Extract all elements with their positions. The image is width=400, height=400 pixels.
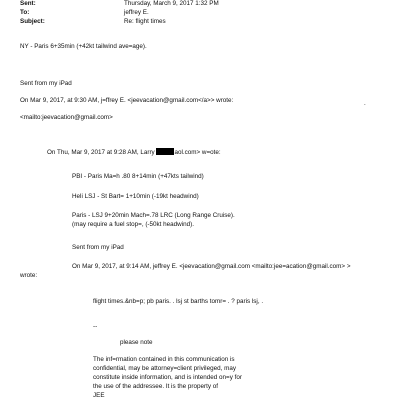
stray-dot: . — [364, 100, 366, 107]
redaction-box — [156, 148, 174, 155]
disclaimer-line-5: JEE — [93, 392, 105, 399]
fuel-stop-line: (may require a fuel stop=, (-50kt headwind). — [72, 221, 194, 228]
paris-lsj-line: Paris - LSJ 9+20min Mach=.78 LRC (Long Range Cruise). — [72, 212, 235, 219]
sent-from-ipad: Sent from my iPad — [20, 80, 72, 87]
wrote-line: wrote: — [20, 272, 38, 279]
quoted-header-larry — [47, 148, 221, 157]
pbi-paris-line: PBI - Paris Ma=h .80 8+14min (+47kts tailwind) — [72, 173, 204, 180]
sent-label: Sent: — [20, 0, 36, 7]
sent-from-ipad-2: Sent from my iPad — [72, 244, 124, 251]
please-note: please note — [120, 339, 153, 346]
quoted-header-larry-end: aol.com> w=ote: — [174, 149, 221, 156]
disclaimer-line-2: confidential, may be attorney=client privileged, may — [93, 365, 236, 372]
sent-value: Thursday, March 9, 2017 1:32 PM — [124, 0, 219, 7]
disclaimer-line-1: The inf=rmation contained in this communication is — [93, 356, 235, 363]
to-value: jeffrey E. — [124, 9, 149, 16]
to-label: To: — [20, 9, 30, 16]
subject-label: Subject: — [20, 18, 45, 25]
disclaimer-line-4: the use of the addressee. It is the property of — [93, 383, 218, 390]
quoted-header-jeffrey-2: On Mar 9, 2017, at 9:14 AM, jeffrey E. <jeevacation@gmail.com <mailto:jee=acation@gmail.com> > — [72, 263, 351, 270]
body-line-ny-paris: NY - Paris 6+35min (+42kt tailwind ave=age). — [20, 43, 147, 50]
heli-lsj-line: Heli LSJ - St Bart= 1+10min (-19kt headwind) — [72, 193, 199, 200]
mailto-link[interactable]: <mailto:jeevacation@gmail.com> — [20, 114, 113, 121]
signature-dashes: -- — [93, 323, 98, 330]
quoted-header-jeffrey: On Mar 9, 2017, at 9:30 AM, j=ffrey E. <jeevacation@gmail.com</a>> wrote: — [20, 97, 234, 104]
flight-times-line: flight times.&nb=p; pb paris. . lsj st barths tomr= . ? paris lsj, . — [93, 298, 264, 305]
quoted-header-larry-start: On Thu, Mar 9, 2017 at 9:28 AM, Larry — [47, 149, 155, 156]
subject-value: Re: flight times — [124, 18, 166, 25]
disclaimer-line-3: constitute inside information, and is intended on=y for — [93, 374, 242, 381]
